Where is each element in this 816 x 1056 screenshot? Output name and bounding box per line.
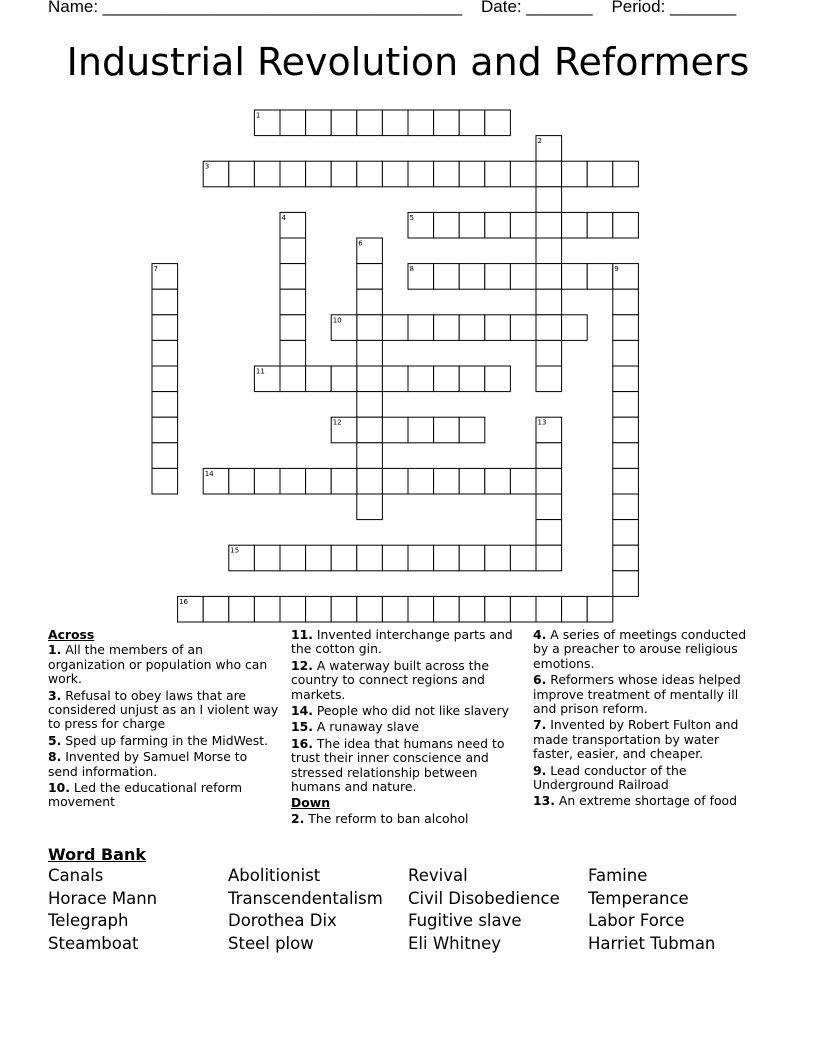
crossword-cell[interactable]	[382, 315, 408, 341]
crossword-cell[interactable]	[331, 161, 357, 187]
crossword-cell[interactable]	[613, 289, 639, 315]
word-bank-item: Harriet Tubman	[588, 934, 716, 953]
crossword-cell[interactable]	[331, 366, 357, 392]
word-bank-item: Abolitionist	[228, 866, 321, 885]
clue-number: 14.	[291, 703, 313, 719]
crossword-cell[interactable]	[280, 340, 306, 366]
clue-text: A waterway built across the country to connect regions and markets.	[291, 657, 489, 702]
crossword-cell[interactable]	[331, 596, 357, 622]
page-title: Industrial Revolution and Reformers	[66, 40, 750, 84]
down-heading: Down	[291, 795, 331, 811]
crossword-cell[interactable]	[357, 366, 383, 392]
across-heading: Across	[48, 627, 95, 642]
cell-number: 8	[409, 265, 414, 274]
crossword-cell[interactable]	[485, 212, 511, 238]
crossword-cell[interactable]	[357, 110, 383, 136]
crossword-cell[interactable]	[434, 417, 460, 443]
cell-number: 15	[230, 546, 240, 555]
clue-number: 1.	[48, 642, 62, 658]
crossword-cell[interactable]	[306, 545, 332, 571]
crossword-cell[interactable]	[613, 315, 639, 341]
crossword-cell[interactable]	[152, 392, 178, 418]
crossword-cell[interactable]	[408, 161, 434, 187]
crossword-cell[interactable]	[510, 545, 536, 571]
clue-text: Invented by Robert Fulton and made transportation by water faster, easier, and cheaper.	[533, 717, 739, 762]
crossword-cell[interactable]	[459, 161, 485, 187]
crossword-cell[interactable]	[485, 110, 511, 136]
crossword-cell[interactable]	[587, 212, 613, 238]
crossword-cell[interactable]	[254, 468, 280, 494]
cell-number: 2	[537, 137, 542, 146]
crossword-cell[interactable]	[562, 212, 588, 238]
clue-text: An extreme shortage of food	[554, 793, 737, 809]
crossword-cell[interactable]	[510, 264, 536, 290]
crossword-cell[interactable]	[485, 264, 511, 290]
crossword-cell[interactable]	[485, 161, 511, 187]
crossword-cell[interactable]	[613, 494, 639, 520]
crossword-cell[interactable]	[331, 545, 357, 571]
word-bank-item: Canals	[48, 866, 104, 885]
crossword-cell[interactable]	[536, 443, 562, 469]
crossword-cell[interactable]	[382, 468, 408, 494]
crossword-cell[interactable]	[562, 315, 588, 341]
cell-number: 5	[409, 213, 414, 222]
crossword-cell[interactable]	[536, 264, 562, 290]
crossword-cell[interactable]	[536, 468, 562, 494]
crossword-cell[interactable]	[434, 264, 460, 290]
crossword-cell[interactable]	[536, 187, 562, 213]
crossword-cell[interactable]	[152, 366, 178, 392]
crossword-cell[interactable]	[536, 340, 562, 366]
crossword-cell[interactable]	[587, 596, 613, 622]
crossword-cell[interactable]	[536, 366, 562, 392]
clue-item	[291, 628, 523, 657]
cell-number: 10	[332, 316, 342, 325]
clue-text: Refusal to obey laws that are considered unjust as an I violent way to press for charge	[48, 687, 279, 732]
crossword-cell[interactable]	[510, 161, 536, 187]
clue-item	[291, 812, 523, 826]
word-bank-item: Civil Disobedience	[408, 889, 560, 908]
clue-number: 5.	[48, 732, 62, 748]
cell-number: 6	[358, 239, 363, 248]
cell-number: 4	[281, 213, 286, 222]
clue-text: All the members of an organization or population who can work.	[48, 642, 268, 687]
clue-item	[291, 720, 523, 734]
crossword-cell[interactable]	[357, 545, 383, 571]
crossword-cell[interactable]	[510, 596, 536, 622]
crossword-cell[interactable]	[331, 110, 357, 136]
clues-column-2	[291, 628, 523, 828]
crossword-cell[interactable]	[306, 110, 332, 136]
clue-number: 6.	[533, 672, 547, 688]
crossword-cell[interactable]	[357, 264, 383, 290]
clue-item	[533, 673, 759, 716]
crossword-cell[interactable]	[434, 366, 460, 392]
crossword-cell[interactable]	[229, 596, 255, 622]
crossword-cell[interactable]	[382, 366, 408, 392]
crossword-cell[interactable]	[280, 161, 306, 187]
crossword-cell[interactable]	[485, 366, 511, 392]
crossword-cell[interactable]	[434, 468, 460, 494]
crossword-cell[interactable]	[408, 366, 434, 392]
clue-text: A series of meetings conducted by a preacher to arouse religious emotions.	[533, 627, 747, 671]
date-field[interactable]: Date: _______	[480, 0, 593, 16]
crossword-cell[interactable]	[357, 494, 383, 520]
crossword-cell[interactable]	[459, 468, 485, 494]
clue-text: A runaway slave	[312, 719, 420, 735]
crossword-cell[interactable]	[485, 315, 511, 341]
crossword-cell[interactable]	[357, 289, 383, 315]
crossword-cell[interactable]	[562, 264, 588, 290]
crossword-cell[interactable]	[306, 596, 332, 622]
crossword-cell[interactable]	[254, 161, 280, 187]
clue-text: Invented interchange parts and the cotton gin.	[291, 627, 513, 657]
crossword-cell[interactable]	[152, 289, 178, 315]
period-field[interactable]: Period: _______	[611, 0, 737, 16]
clue-number: 13.	[533, 793, 555, 809]
crossword-cell[interactable]	[152, 340, 178, 366]
cell-number: 16	[179, 597, 189, 606]
cell-number: 14	[204, 469, 214, 478]
clue-number: 2.	[291, 810, 305, 826]
crossword-cell[interactable]	[229, 468, 255, 494]
word-bank-item: Steel plow	[228, 934, 314, 953]
clue-text: People who did not like slavery	[312, 703, 509, 719]
crossword-cell[interactable]	[280, 468, 306, 494]
word-bank-item: Famine	[588, 866, 648, 885]
clue-text: Led the educational reform movement	[48, 780, 243, 810]
crossword-cell[interactable]	[306, 468, 332, 494]
clue-item	[291, 737, 523, 795]
crossword-cell[interactable]	[459, 596, 485, 622]
crossword-cell[interactable]	[382, 110, 408, 136]
crossword-cell[interactable]	[152, 315, 178, 341]
crossword-cell[interactable]	[510, 212, 536, 238]
crossword-cell[interactable]	[203, 596, 229, 622]
cell-number: 13	[537, 418, 547, 427]
clue-text: Sped up farming in the MidWest.	[61, 732, 269, 748]
word-bank-item: Revival	[408, 866, 468, 885]
crossword-cell[interactable]	[536, 161, 562, 187]
crossword-cell[interactable]	[357, 443, 383, 469]
crossword-cell[interactable]	[152, 468, 178, 494]
clues-column-1	[48, 628, 280, 812]
cell-number: 1	[255, 111, 261, 120]
crossword-cell[interactable]	[408, 315, 434, 341]
crossword-cell[interactable]	[434, 110, 460, 136]
clues-column-3	[533, 628, 759, 811]
word-bank-item: Transcendentalism	[228, 889, 383, 908]
crossword-cell[interactable]	[587, 264, 613, 290]
crossword-cell[interactable]	[280, 366, 306, 392]
crossword-cell[interactable]	[485, 596, 511, 622]
clue-text: The idea that humans need to trust their inner conscience and stressed relationship between humans and nature.	[291, 735, 505, 795]
crossword-cell[interactable]	[382, 161, 408, 187]
crossword-cell[interactable]	[408, 110, 434, 136]
crossword-cell[interactable]	[459, 417, 485, 443]
clue-text: The reform to ban alcohol	[304, 810, 469, 826]
crossword-cell[interactable]	[254, 596, 280, 622]
crossword-cell[interactable]	[536, 289, 562, 315]
crossword-cell[interactable]	[408, 417, 434, 443]
clue-number: 8.	[48, 749, 62, 765]
crossword-cell[interactable]	[434, 161, 460, 187]
crossword-cell[interactable]	[459, 366, 485, 392]
crossword-cell[interactable]	[536, 238, 562, 264]
crossword-cell[interactable]	[357, 340, 383, 366]
crossword-cell[interactable]	[536, 494, 562, 520]
crossword-cell[interactable]	[613, 468, 639, 494]
crossword-cell[interactable]	[254, 545, 280, 571]
clue-number: 11.	[291, 627, 313, 642]
crossword-cell[interactable]	[459, 264, 485, 290]
crossword-cell[interactable]	[613, 571, 639, 597]
crossword-cell[interactable]	[613, 443, 639, 469]
word-bank-item: Labor Force	[588, 911, 685, 930]
crossword-cell[interactable]	[357, 596, 383, 622]
cell-number: 7	[153, 265, 158, 274]
crossword-cell[interactable]	[536, 596, 562, 622]
crossword-cell[interactable]	[434, 315, 460, 341]
clue-item	[48, 781, 280, 810]
crossword-cell[interactable]	[229, 161, 255, 187]
crossword-cell[interactable]	[357, 315, 383, 341]
word-bank-item: Eli Whitney	[408, 934, 502, 953]
clue-number: 7.	[533, 717, 547, 733]
crossword-cell[interactable]	[306, 366, 332, 392]
word-bank-item: Horace Mann	[48, 889, 158, 908]
clue-number: 16.	[291, 735, 313, 751]
crossword-cell[interactable]	[280, 289, 306, 315]
crossword-cell[interactable]	[357, 468, 383, 494]
crossword-cell[interactable]	[510, 468, 536, 494]
cell-number: 9	[614, 265, 619, 274]
crossword-cell[interactable]	[613, 417, 639, 443]
clue-text: Invented by Samuel Morse to send information.	[48, 749, 248, 779]
crossword-cell[interactable]	[382, 417, 408, 443]
clue-item	[48, 750, 280, 779]
crossword-cell[interactable]	[562, 596, 588, 622]
clue-item	[533, 794, 759, 808]
crossword-cell[interactable]	[459, 110, 485, 136]
crossword-cell[interactable]	[382, 545, 408, 571]
crossword-cell[interactable]	[536, 315, 562, 341]
crossword-cell[interactable]	[331, 468, 357, 494]
crossword-cell[interactable]	[280, 545, 306, 571]
crossword-cell[interactable]	[613, 366, 639, 392]
crossword-cell[interactable]	[587, 161, 613, 187]
cell-number: 3	[204, 162, 210, 171]
crossword-cell[interactable]	[306, 161, 332, 187]
clue-number: 10.	[48, 780, 70, 796]
crossword-cell[interactable]	[613, 212, 639, 238]
crossword-cell[interactable]	[357, 392, 383, 418]
crossword-cell[interactable]	[280, 264, 306, 290]
clue-item	[533, 764, 759, 793]
crossword-cell[interactable]	[408, 596, 434, 622]
cell-number: 11	[255, 367, 265, 376]
word-bank-item: Temperance	[588, 889, 689, 908]
word-bank-item: Steamboat	[48, 934, 139, 953]
crossword-cell[interactable]	[613, 392, 639, 418]
crossword-cell[interactable]	[536, 545, 562, 571]
crossword-cell[interactable]	[613, 340, 639, 366]
crossword-cell[interactable]	[152, 443, 178, 469]
crossword-cell[interactable]	[613, 545, 639, 571]
clue-item	[533, 718, 759, 761]
clue-number: 3.	[48, 687, 62, 703]
crossword-cell[interactable]	[434, 596, 460, 622]
crossword-cell[interactable]	[357, 161, 383, 187]
crossword-cell[interactable]	[434, 212, 460, 238]
crossword-cell[interactable]	[280, 110, 306, 136]
cell-number: 12	[332, 418, 342, 427]
clue-number: 12.	[291, 657, 313, 673]
word-bank-heading: Word Bank	[48, 845, 147, 864]
word-bank-item: Fugitive slave	[408, 911, 522, 930]
crossword-cell[interactable]	[408, 545, 434, 571]
clue-item	[533, 628, 759, 671]
crossword-cell[interactable]	[485, 545, 511, 571]
crossword-cell[interactable]	[280, 238, 306, 264]
crossword-cell[interactable]	[459, 212, 485, 238]
crossword-cell[interactable]	[510, 315, 536, 341]
word-bank-item: Telegraph	[48, 911, 129, 930]
word-bank-item: Dorothea Dix	[228, 911, 337, 930]
clue-item	[48, 734, 280, 748]
name-field[interactable]: Name: ______________________________________	[48, 0, 463, 16]
crossword-cell[interactable]	[536, 520, 562, 546]
crossword-cell[interactable]	[613, 520, 639, 546]
clue-item	[291, 704, 523, 718]
crossword-cell[interactable]	[485, 468, 511, 494]
clue-number: 9.	[533, 762, 547, 778]
crossword-cell[interactable]	[562, 161, 588, 187]
crossword-cell[interactable]	[613, 161, 639, 187]
crossword-cell[interactable]	[408, 468, 434, 494]
crossword-cell[interactable]	[434, 545, 460, 571]
crossword-cell[interactable]	[280, 596, 306, 622]
crossword-cell[interactable]	[536, 212, 562, 238]
clue-text: Lead conductor of the Underground Railroad	[533, 762, 687, 793]
clue-number: 15.	[291, 719, 313, 735]
crossword-cell[interactable]	[459, 545, 485, 571]
clue-item	[48, 643, 280, 686]
crossword-cell[interactable]	[357, 417, 383, 443]
crossword-cell[interactable]	[382, 596, 408, 622]
clue-item	[48, 689, 280, 732]
clue-number: 4.	[533, 627, 547, 642]
crossword-cell[interactable]	[459, 315, 485, 341]
clue-item	[291, 659, 523, 702]
clue-text: Reformers whose ideas helped improve treatment of mentally ill and prison reform.	[533, 672, 741, 717]
crossword-cell[interactable]	[280, 315, 306, 341]
crossword-cell[interactable]	[152, 417, 178, 443]
